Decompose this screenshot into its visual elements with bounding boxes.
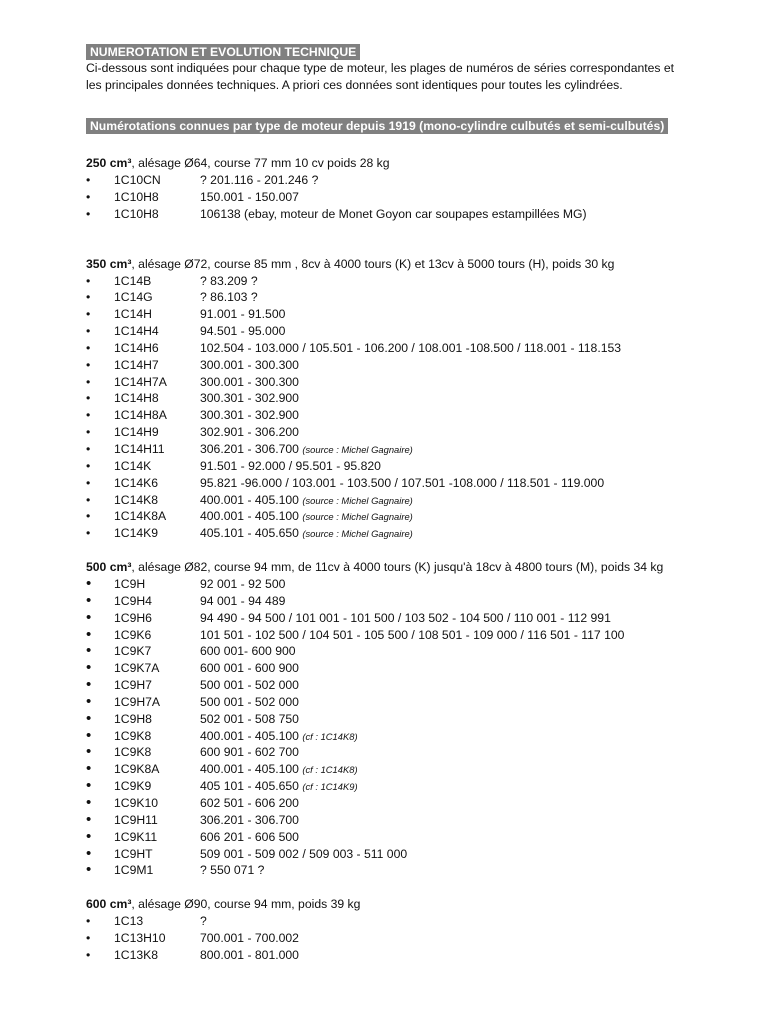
list-item	[86, 458, 726, 475]
engine-type-code: 1C14H9	[114, 425, 159, 440]
engine-type-code: 1C10CN	[114, 173, 161, 187]
bullet-icon: •	[86, 206, 91, 221]
engine-type-code: 1C9M1	[114, 863, 154, 878]
serial-range	[200, 289, 258, 306]
list-item	[86, 206, 726, 223]
bullet-icon: •	[86, 777, 92, 795]
serial-range-text: 500 001 - 502 000	[200, 678, 299, 693]
serial-range-text: 500 001 - 502 000	[200, 694, 299, 709]
serial-range-text: ? 83.209 ?	[200, 273, 258, 288]
bullet-icon: •	[86, 273, 91, 288]
bullet-icon: •	[86, 608, 92, 626]
serial-range	[200, 475, 604, 492]
serial-range-text: 700.001 - 700.002	[200, 931, 299, 946]
serial-range-text: 400.001 - 405.100	[200, 762, 299, 777]
bullet-icon: •	[86, 509, 91, 524]
serial-range	[200, 390, 299, 407]
serial-range-text: 606 201 - 606 500	[200, 829, 299, 844]
bullet-icon: •	[86, 947, 91, 962]
list-item	[86, 610, 726, 627]
engine-type-code: 1C9H	[114, 577, 146, 592]
engine-type-code: 1C14G	[114, 290, 153, 305]
engine-type-code: 1C13	[114, 914, 144, 929]
list-item	[86, 340, 726, 357]
serial-range-text: 306.201 - 306.700	[200, 441, 299, 456]
engine-type-code: 1C9K8	[114, 728, 152, 743]
serial-range	[200, 323, 285, 340]
heading-title: NUMEROTATION ET EVOLUTION TECHNIQUE	[86, 44, 360, 60]
serial-range	[200, 930, 299, 947]
serial-range-text: 91.001 - 91.500	[200, 307, 286, 322]
serial-range	[200, 761, 358, 779]
engine-type-code: 1C14H6	[114, 340, 159, 355]
list-item	[86, 172, 726, 189]
section-250-title	[86, 155, 726, 172]
bullet-icon: •	[86, 642, 92, 660]
bullet-icon: •	[86, 659, 92, 677]
list-item	[86, 593, 726, 610]
engine-type-code: 1C9H7A	[114, 694, 161, 709]
list-item	[86, 475, 726, 492]
spacer	[86, 542, 726, 559]
serial-range	[200, 458, 381, 475]
list-item	[86, 778, 726, 795]
serial-range-text: 405 101 - 405.650	[200, 779, 299, 794]
list-item	[86, 306, 726, 323]
bullet-icon: •	[86, 794, 92, 811]
serial-range-text: 101 501 - 102 500 / 104 501 - 105 500 / 108 501 - 109 000 / 116 501 - 117 100	[200, 627, 625, 642]
bullet-icon: •	[86, 931, 91, 946]
source-note: (cf : 1C14K9)	[302, 781, 358, 793]
serial-range-text: ? 86.103 ?	[200, 290, 258, 305]
page-heading	[86, 44, 726, 60]
engine-type-code: 1C9H6	[114, 610, 152, 625]
serial-range	[200, 795, 299, 812]
list-item	[86, 947, 726, 964]
serial-range-text: 602 501 - 606 200	[200, 796, 299, 810]
serial-range-text: 302.901 - 306.200	[200, 425, 299, 440]
list-item	[86, 424, 726, 441]
section-250-list	[86, 172, 726, 223]
engine-type-code: 1C9K10	[114, 796, 159, 810]
list-item	[86, 913, 726, 930]
engine-type-code: 1C14K	[114, 458, 152, 473]
serial-range	[200, 846, 407, 863]
engine-type-code: 1C9K8A	[114, 762, 160, 777]
engine-type-code: 1C14K9	[114, 526, 159, 541]
serial-range	[200, 610, 611, 627]
bullet-icon: •	[86, 526, 91, 541]
serial-range	[200, 627, 624, 644]
list-item	[86, 677, 726, 694]
source-note: (cf : 1C14K8)	[302, 730, 358, 742]
engine-type-code: 1C9K7	[114, 644, 152, 659]
bullet-icon: •	[86, 290, 91, 305]
engine-type-code: 1C14H7	[114, 357, 159, 372]
serial-range	[200, 340, 621, 357]
serial-range	[200, 306, 285, 323]
serial-range	[200, 778, 358, 796]
serial-range-text: ?	[200, 914, 207, 929]
serial-range	[200, 172, 318, 189]
serial-range-text: 600 001- 600 900	[200, 644, 296, 659]
section-600-specs: , alésage Ø90, course 94 mm, poids 39 kg	[131, 897, 361, 912]
serial-range-text: 300.001 - 300.300	[200, 357, 299, 372]
engine-type-code: 1C14H7A	[114, 374, 167, 389]
serial-range	[200, 862, 264, 879]
serial-range-text: 405.101 - 405.650	[200, 526, 299, 541]
spacer	[86, 879, 726, 896]
serial-range-text: 400.001 - 405.100	[200, 492, 299, 507]
serial-range-text: 306.201 - 306.700	[200, 812, 299, 827]
bullet-icon: •	[86, 357, 91, 372]
serial-range-text: 102.504 - 103.000 / 105.501 - 106.200 / 108.001 -108.500 / 118.001 - 118.153	[200, 340, 622, 355]
bullet-icon: •	[86, 914, 91, 929]
subheading-text: Numérotations connues par type de moteur depuis 1919 (mono-cylindre culbutés et semi-culbutés)	[86, 118, 668, 134]
bullet-icon: •	[86, 441, 91, 456]
serial-range	[200, 492, 413, 510]
list-item	[86, 846, 726, 863]
engine-type-code: 1C14B	[114, 273, 152, 288]
intro-line-2: les principales données techniques. A priori ces données sont identiques pour toutes les cylindrées.	[86, 78, 623, 92]
engine-type-code: 1C9H7	[114, 678, 152, 693]
serial-range	[200, 643, 296, 660]
serial-range	[200, 508, 413, 526]
serial-range-text: 300.301 - 302.900	[200, 391, 299, 406]
serial-range-text: 94 490 - 94 500 / 101 001 - 101 500 / 103 502 - 104 500 / 110 001 - 112 991	[200, 610, 611, 625]
bullet-icon: •	[86, 458, 91, 473]
serial-range-text: 300.001 - 300.300	[200, 374, 299, 389]
section-600-cc: 600 cm³	[86, 897, 132, 912]
serial-range	[200, 576, 285, 593]
section-350-title	[86, 256, 726, 273]
list-item	[86, 508, 726, 525]
source-note: (source : Michel Gagnaire)	[302, 494, 413, 506]
serial-range-text: 600 001 - 600 900	[200, 661, 299, 676]
serial-range-text: 400.001 - 405.100	[200, 728, 299, 743]
serial-range	[200, 711, 299, 728]
list-item	[86, 930, 726, 947]
serial-range	[200, 357, 299, 374]
bullet-icon: •	[86, 425, 91, 440]
serial-range-text: 92 001 - 92 500	[200, 577, 286, 592]
serial-range	[200, 424, 299, 441]
serial-range	[200, 744, 299, 761]
engine-type-code: 1C10H8	[114, 189, 159, 204]
bullet-icon: •	[86, 760, 92, 778]
serial-range	[200, 947, 299, 964]
serial-range	[200, 593, 285, 610]
bullet-icon: •	[86, 189, 91, 204]
serial-range-text: 95.821 -96.000 / 103.001 - 103.500 / 107.501 -108.000 / 118.501 - 119.000	[200, 475, 605, 490]
serial-range-text: 800.001 - 801.000	[200, 947, 299, 962]
intro-line-1: Ci-dessous sont indiquées pour chaque type de moteur, les plages de numéros de séries correspondantes et	[86, 61, 675, 75]
serial-range-text: 400.001 - 405.100	[200, 509, 299, 524]
serial-range	[200, 374, 299, 391]
serial-range-text: ? 550 071 ?	[200, 863, 265, 878]
bullet-icon: •	[86, 625, 92, 643]
list-item	[86, 829, 726, 846]
serial-range	[200, 441, 413, 459]
serial-range	[200, 829, 299, 846]
serial-range-text: 106138 (ebay, moteur de Monet Goyon car soupapes estampillées MG)	[200, 206, 587, 221]
bullet-icon: •	[86, 492, 91, 507]
source-note: (cf : 1C14K8)	[302, 764, 358, 776]
section-350-cc: 350 cm³	[86, 256, 132, 271]
serial-range	[200, 525, 413, 543]
list-item	[86, 643, 726, 660]
list-item	[86, 660, 726, 677]
bullet-icon: •	[86, 743, 92, 761]
list-item	[86, 289, 726, 306]
section-350-list	[86, 273, 726, 543]
spacer	[86, 223, 726, 256]
list-item	[86, 576, 726, 593]
section-250-specs: , alésage Ø64, course 77 mm 10 cv poids 28 kg	[131, 156, 390, 170]
bullet-icon: •	[86, 475, 91, 490]
list-item	[86, 744, 726, 761]
engine-type-code: 1C9K6	[114, 627, 152, 642]
engine-type-code: 1C14K6	[114, 475, 159, 490]
list-item	[86, 390, 726, 407]
list-item	[86, 627, 726, 644]
list-item	[86, 273, 726, 290]
bullet-icon: •	[86, 827, 92, 845]
engine-type-code: 1C9H4	[114, 593, 152, 608]
serial-range-text: 600 901 - 602 700	[200, 745, 299, 760]
serial-range-text: 509 001 - 509 002 / 509 003 - 511 000	[200, 846, 408, 861]
bullet-icon: •	[86, 307, 91, 322]
list-item	[86, 711, 726, 728]
engine-type-code: 1C10H8	[114, 206, 159, 221]
serial-range	[200, 407, 299, 424]
serial-range-text: 94 001 - 94 489	[200, 593, 286, 608]
section-500-cc: 500 cm³	[86, 560, 132, 575]
bullet-icon: •	[86, 692, 92, 710]
source-note: (source : Michel Gagnaire)	[302, 443, 413, 455]
bullet-icon: •	[86, 575, 92, 593]
engine-type-code: 1C9H11	[114, 812, 158, 827]
serial-range	[200, 206, 587, 223]
bullet-icon: •	[86, 408, 91, 423]
bullet-icon: •	[86, 324, 91, 339]
engine-type-code: 1C14H8A	[114, 408, 167, 423]
section-250-cc: 250 cm³	[86, 156, 132, 170]
bullet-icon: •	[86, 810, 92, 828]
engine-type-code: 1C9K8	[114, 745, 152, 760]
list-item	[86, 441, 726, 458]
section-350-specs: , alésage Ø72, course 85 mm , 8cv à 4000 tours (K) et 13cv à 5000 tours (H), poids 30 kg	[131, 256, 615, 271]
engine-type-code: 1C13K8	[114, 947, 159, 962]
serial-range	[200, 677, 299, 694]
serial-range-text: 502 001 - 508 750	[200, 711, 299, 726]
list-item	[86, 812, 726, 829]
list-item	[86, 728, 726, 745]
list-item	[86, 357, 726, 374]
section-600-list	[86, 913, 726, 964]
list-item	[86, 323, 726, 340]
list-item	[86, 761, 726, 778]
engine-type-code: 1C9K9	[114, 779, 152, 794]
section-500-specs: , alésage Ø82, course 94 mm, de 11cv à 4000 tours (K) jusqu'à 18cv à 4800 tours (M), poids 34 kg	[131, 560, 664, 575]
engine-type-code: 1C9H8	[114, 711, 152, 726]
source-note: (source : Michel Gagnaire)	[302, 528, 413, 540]
list-item	[86, 407, 726, 424]
serial-range-text: ? 201.116 - 201.246 ?	[200, 173, 319, 187]
engine-type-code: 1C9HT	[114, 846, 153, 861]
engine-type-code: 1C14H8	[114, 391, 159, 406]
spacer	[86, 134, 726, 155]
engine-type-code: 1C14H11	[114, 441, 165, 456]
serial-range	[200, 913, 207, 930]
bullet-icon: •	[86, 709, 92, 727]
list-item	[86, 795, 726, 812]
serial-range-text: 94.501 - 95.000	[200, 324, 286, 339]
engine-type-code: 1C14K8A	[114, 509, 167, 524]
engine-type-code: 1C13H10	[114, 931, 166, 946]
bullet-icon: •	[86, 676, 92, 694]
serial-range-text: 91.501 - 92.000 / 95.501 - 95.820	[200, 458, 381, 473]
document-page	[86, 44, 726, 964]
list-item	[86, 189, 726, 206]
serial-range	[200, 660, 299, 677]
bullet-icon: •	[86, 861, 92, 879]
list-item	[86, 374, 726, 391]
engine-type-code: 1C9K7A	[114, 661, 160, 676]
source-note: (source : Michel Gagnaire)	[302, 511, 413, 523]
list-item	[86, 492, 726, 509]
serial-range	[200, 273, 258, 290]
bullet-icon: •	[86, 591, 92, 609]
subheading	[86, 118, 726, 134]
list-item	[86, 862, 726, 879]
engine-type-code: 1C14H	[114, 307, 152, 322]
list-item	[86, 525, 726, 542]
bullet-icon: •	[86, 173, 91, 187]
spacer	[86, 94, 726, 118]
engine-type-code: 1C9K11	[114, 829, 158, 844]
serial-range	[200, 189, 299, 206]
bullet-icon: •	[86, 391, 91, 406]
section-500-list	[86, 576, 726, 879]
bullet-icon: •	[86, 374, 91, 389]
engine-type-code: 1C14H4	[114, 324, 159, 339]
serial-range-text: 150.001 - 150.007	[200, 189, 299, 204]
bullet-icon: •	[86, 726, 92, 744]
engine-type-code: 1C14K8	[114, 492, 159, 507]
bullet-icon: •	[86, 844, 92, 862]
section-500-title	[86, 559, 726, 576]
serial-range	[200, 812, 299, 829]
section-600-title	[86, 896, 726, 913]
list-item	[86, 694, 726, 711]
serial-range	[200, 694, 299, 711]
bullet-icon: •	[86, 340, 91, 355]
serial-range	[200, 728, 358, 746]
serial-range-text: 300.301 - 302.900	[200, 408, 299, 423]
